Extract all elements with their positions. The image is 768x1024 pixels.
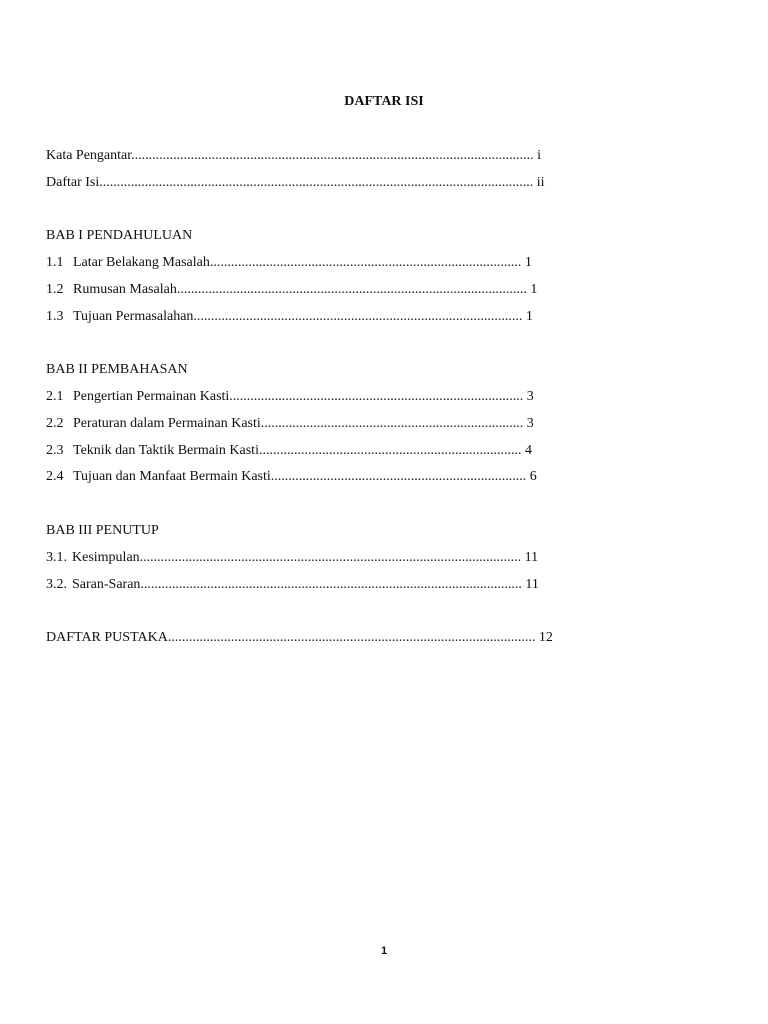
toc-entry[interactable]	[46, 307, 533, 327]
toc-entry-number: 1.1	[46, 255, 64, 270]
toc-leader-dots: .............................................................................................................	[140, 577, 522, 592]
chapter-heading-bab3: BAB III PENUTUP	[46, 523, 159, 538]
toc-entry-label: Rumusan Masalah	[73, 282, 177, 297]
toc-entry[interactable]	[46, 575, 539, 595]
toc-entry-label: Teknik dan Taktik Bermain Kasti	[73, 443, 259, 458]
toc-page-number: 1	[525, 309, 533, 324]
chapter-heading-bab2: BAB II PEMBAHASAN	[46, 362, 188, 377]
toc-entry-label: Latar Belakang Masalah	[73, 255, 210, 270]
toc-entry-number: 1.3	[46, 309, 64, 324]
toc-page-number: 3	[526, 416, 534, 431]
toc-entry-label: Tujuan dan Manfaat Bermain Kasti	[73, 469, 271, 484]
toc-leader-dots: ...........................................................................	[260, 416, 524, 431]
toc-entry-number: 3.2.	[46, 577, 67, 592]
toc-entry-kata-pengantar[interactable]	[46, 146, 541, 166]
toc-leader-dots: ....................................................................................	[229, 389, 524, 404]
toc-entry-number: 3.1.	[46, 550, 67, 565]
toc-entry-number: 2.4	[46, 469, 64, 484]
toc-entry[interactable]	[46, 548, 538, 568]
toc-entry-label: Daftar Isi	[46, 175, 100, 190]
toc-leader-dots: ............................................................................................................................	[99, 175, 534, 190]
toc-entry-label: Saran-Saran	[72, 577, 141, 592]
toc-entry-daftar-pustaka[interactable]	[46, 628, 553, 648]
toc-entry[interactable]	[46, 280, 537, 300]
toc-page-number: ii	[536, 175, 545, 190]
toc-entry[interactable]	[46, 467, 537, 487]
toc-entry-label: Tujuan Permasalahan	[73, 309, 194, 324]
toc-entry-label: DAFTAR PUSTAKA	[46, 630, 168, 645]
toc-leader-dots: .........................................................................	[270, 469, 527, 484]
toc-page-number: 4	[524, 443, 532, 458]
toc-page-number: 3	[526, 389, 534, 404]
toc-entry-label: Kesimpulan	[72, 550, 140, 565]
toc-page-number: i	[537, 148, 542, 163]
toc-entry-label: Kata Pengantar	[46, 148, 132, 163]
toc-leader-dots: ....................................................................................................	[176, 282, 527, 297]
toc-leader-dots: ...................................................................................................................	[131, 148, 534, 163]
toc-page-number: 11	[524, 550, 539, 565]
toc-entry-label: Peraturan dalam Permainan Kasti	[73, 416, 261, 431]
page-number-footer: 1	[380, 945, 388, 957]
toc-leader-dots: .........................................................................................................	[167, 630, 536, 645]
toc-entry[interactable]	[46, 387, 534, 407]
toc-entry-number: 1.2	[46, 282, 64, 297]
chapter-heading-bab1: BAB I PENDAHULUAN	[46, 228, 193, 243]
toc-page-number: 1	[524, 255, 532, 270]
toc-leader-dots: ...........................................................................	[258, 443, 522, 458]
toc-entry-number: 2.3	[46, 443, 64, 458]
toc-entry[interactable]	[46, 253, 532, 273]
toc-page-number: 12	[538, 630, 553, 645]
toc-entry-daftar-isi[interactable]	[46, 173, 545, 193]
toc-entry[interactable]	[46, 441, 532, 461]
toc-page-number: 11	[525, 577, 539, 592]
toc-leader-dots: ..............................................................................................	[193, 309, 523, 324]
toc-page-number: 6	[529, 469, 537, 484]
page-title: DAFTAR ISI	[344, 94, 424, 109]
toc-leader-dots: .............................................................................................................	[139, 550, 522, 565]
toc-leader-dots: .........................................................................................	[209, 255, 522, 270]
toc-entry[interactable]	[46, 414, 534, 434]
toc-entry-number: 2.2	[46, 416, 64, 431]
toc-entry-label: Pengertian Permainan Kasti	[73, 389, 230, 404]
toc-page-number: 1	[530, 282, 538, 297]
toc-entry-number: 2.1	[46, 389, 64, 404]
